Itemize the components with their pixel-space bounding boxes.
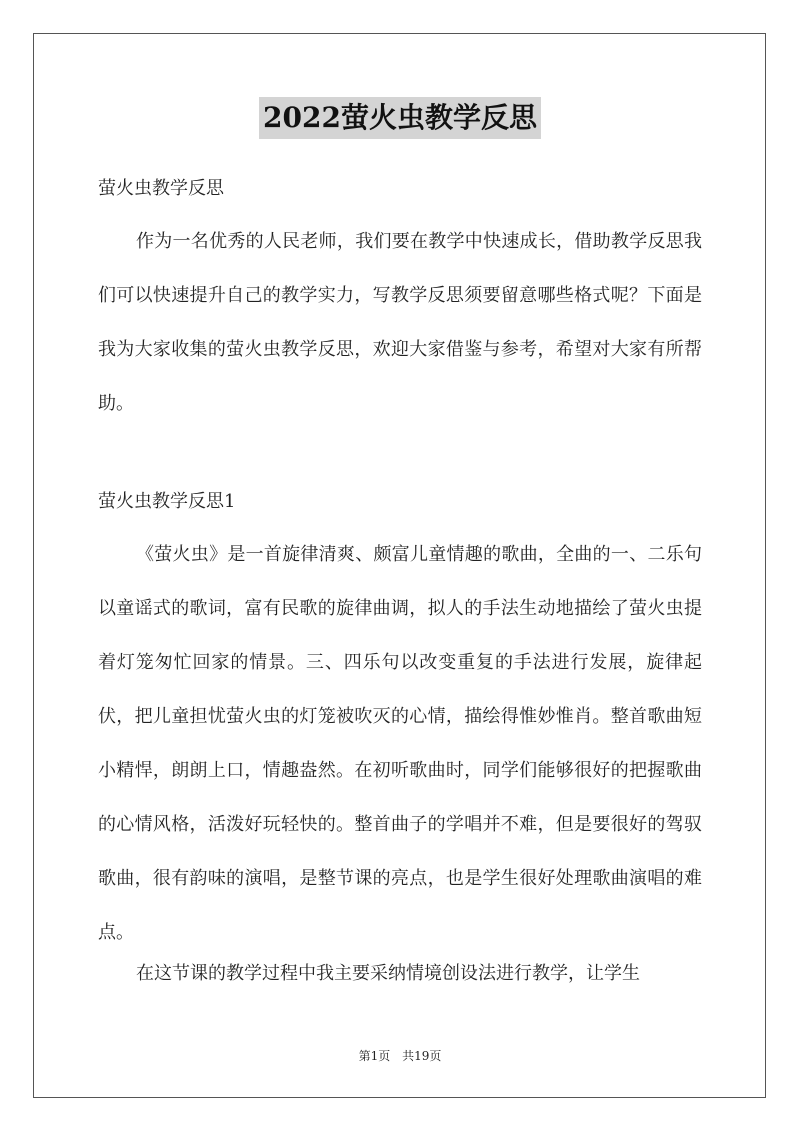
page-footer bbox=[0, 1047, 800, 1064]
section-1-paragraph-2: 在这节课的教学过程中我主要采纳情境创设法进行教学，让学生 bbox=[136, 963, 640, 984]
page-total: 共19页 bbox=[402, 1049, 442, 1063]
intro-paragraph: 作为一名优秀的人民老师，我们要在教学中快速成长，借助教学反思我们可以快速提升自己的教学实力，写教学反思须要留意哪些格式呢？下面是我为大家收集的萤火虫教学反思，欢迎大家借鉴与参考，希望对大家有所帮助。 bbox=[98, 231, 702, 414]
document-title: 2022萤火虫教学反思 bbox=[259, 97, 541, 139]
page-number: 第1页 bbox=[358, 1049, 391, 1063]
section-heading-1: 萤火虫教学反思1 bbox=[98, 491, 236, 512]
section-heading-intro: 萤火虫教学反思 bbox=[98, 178, 224, 199]
section-1-paragraph-1: 《萤火虫》是一首旋律清爽、颇富儿童情趣的歌曲，全曲的一、二乐句以童谣式的歌词，富有民歌的旋律曲调，拟人的手法生动地描绘了萤火虫提着灯笼匆忙回家的情景。三、四乐句以改变重复的手法进行发展，旋律起伏，把儿童担忧萤火虫的灯笼被吹灭的心情，描绘得惟妙惟肖。整首歌曲短小精悍，朗朗上口，情趣盎然。在初听歌曲时，同学们能够很好的把握歌曲的心情风格，活泼好玩轻快的。整首曲子的学唱并不难，但是要很好的驾驭歌曲，很有韵味的演唱，是整节课的亮点，也是学生很好处理歌曲演唱的难点。 bbox=[98, 544, 702, 943]
title-container bbox=[0, 97, 800, 139]
